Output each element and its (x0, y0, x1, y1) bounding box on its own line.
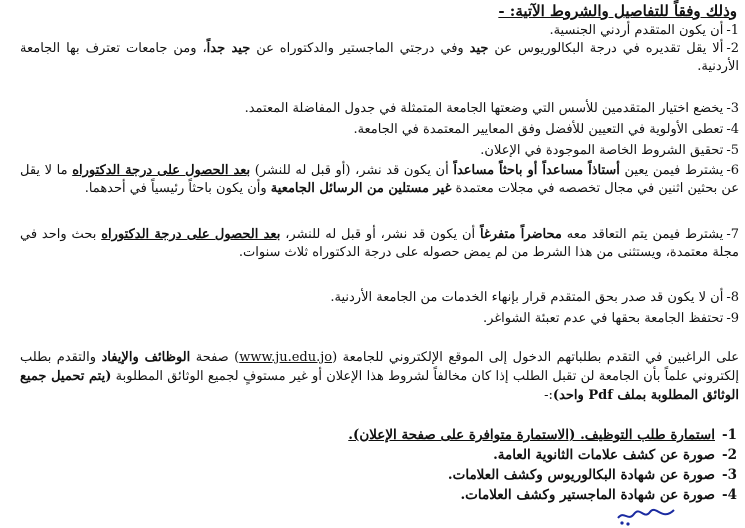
condition-item-3: 3-يخضع اختيار المتقدمين للأسس التي وضعتها الجامعة المتمثلة في جدول المفاضلة المعتمد. (244, 101, 739, 116)
condition-item-2: 2-ألا يقل تقديره في درجة البكالوريوس عن جيد وفي درجتي الماجستير والدكتوراه عن جيد جداً، ومن جامعات تعترف بها الجامعة الأردنية. (20, 41, 739, 74)
condition-item-7: 7-يشترط فيمن يتم التعاقد معه محاضراً متفرغاً أن يكون قد نشر، أو قبل له للنشر، بعد الحصول على درجة الدكتوراه بحث واحد في مجلة معتمدة، ويستثنى من هذا الشرط من لم يمض حصوله على درجة الدكتوراه ثلاث سنوات. (20, 227, 739, 260)
condition-item-9: 9-تحتفظ الجامعة بحقها في عدم تعبئة الشواغر. (483, 311, 739, 326)
application-instructions: على الراغبين في التقدم بطلباتهم الدخول إلى الموقع الإلكتروني للجامعة (www.ju.edu.jo) صفحة الوظائف والإيفاد والتقدم بطلب إلكتروني علماً بأن الجامعة لن تقبل الطلب إذا كان مخالفاً لشروط هذا الإعلان أو غير مستوفٍ لجميع الوثائق المطلوبة (يتم تحميل جميع الوثائق المطلوبة بملف Pdf واحد):- (20, 350, 740, 403)
condition-item-1: 1-أن يكون المتقدم أردني الجنسية. (549, 23, 739, 38)
document-item-1: 1-استمارة طلب التوظيف. (الاستمارة متوافرة على صفحة الإعلان). (348, 427, 737, 443)
document-item-3: 3-صورة عن شهادة البكالوريوس وكشف العلامات. (447, 467, 737, 483)
document-item-4: 4-صورة عن شهادة الماجستير وكشف العلامات. (460, 487, 737, 503)
section-heading: وذلك وفقاً للتفاصيل والشروط الآتية: - (498, 2, 737, 20)
condition-item-6: 6-يشترط فيمن يعين أستاذاً مساعداً أو باحثاً مساعداً أن يكون قد نشر، (أو قبل له للنشر) بعد الحصول على درجة الدكتوراه ما لا يقل عن بحثين اثنين في مجال تخصصه في مجلات معتمدة غير مستلين من الرسائل الجامعية وأن يكون باحثاً رئيسياً في أحدهما. (20, 163, 740, 196)
document-item-2: 2-صورة عن كشف علامات الثانوية العامة. (493, 447, 737, 463)
condition-item-8: 8-أن لا يكون قد صدر بحق المتقدم قرار بإنهاء الخدمات من الجامعة الأردنية. (330, 290, 739, 305)
website-link[interactable]: www.ju.edu.jo (239, 350, 333, 365)
required-documents-list (20, 425, 737, 505)
condition-item-5: 5-تحقيق الشروط الخاصة الموجودة في الإعلان. (480, 143, 739, 158)
signature-mark (612, 504, 682, 526)
condition-item-4: 4-تعطى الأولوية في التعيين للأفضل وفق المعايير المعتمدة في الجامعة. (353, 122, 739, 137)
